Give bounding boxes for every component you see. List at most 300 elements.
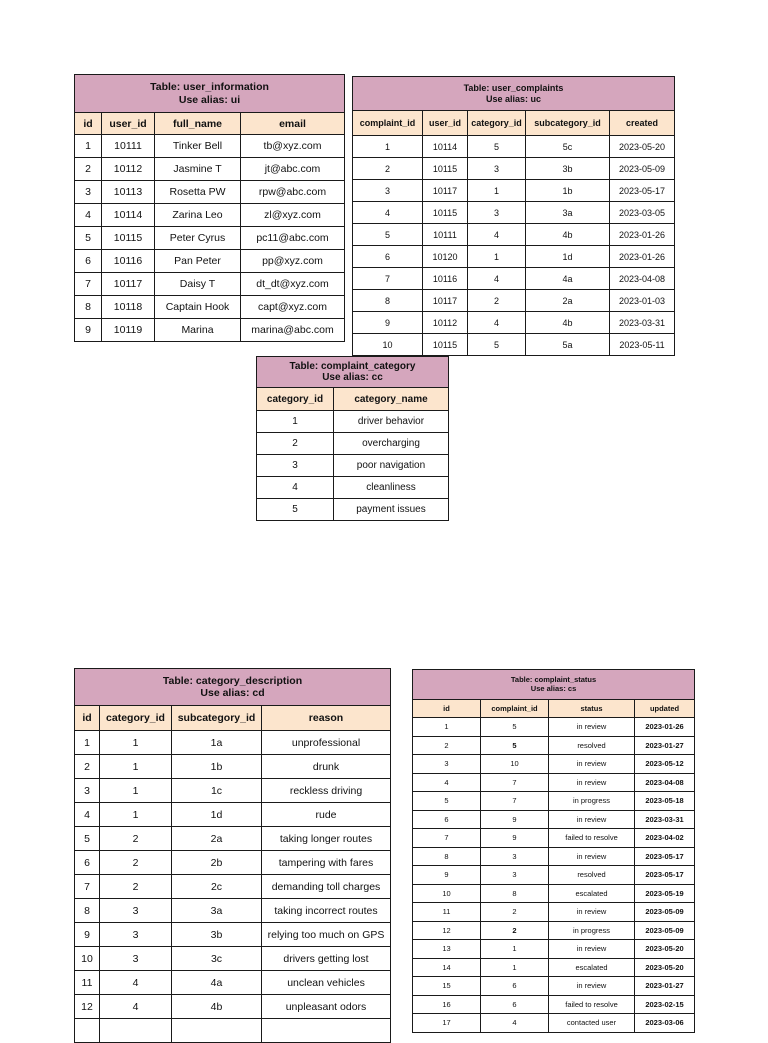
table-cell: rude <box>262 803 391 827</box>
table-row <box>413 903 695 922</box>
table-cell: 10 <box>481 755 549 774</box>
table-row <box>413 884 695 903</box>
table-cell: 1 <box>468 246 526 268</box>
table-cell: 2023-05-09 <box>610 158 675 180</box>
table-cell: 9 <box>75 923 100 947</box>
table-row <box>413 792 695 811</box>
table-cell: in progress <box>549 921 635 940</box>
table-cell: in review <box>549 773 635 792</box>
table-cell: 8 <box>481 884 549 903</box>
table-cell: 3 <box>481 847 549 866</box>
table-cell: 10111 <box>423 224 468 246</box>
table-cell: in progress <box>549 792 635 811</box>
table-cell: in review <box>549 847 635 866</box>
table-cell: 7 <box>353 268 423 290</box>
table-cell: 2023-05-19 <box>635 884 695 903</box>
table-row <box>75 827 391 851</box>
table-row <box>353 268 675 290</box>
table-cell: 2023-02-15 <box>635 995 695 1014</box>
table-row <box>75 158 345 181</box>
user-information-table <box>74 74 345 342</box>
table-cell <box>262 1019 391 1043</box>
table-cell: 4 <box>75 803 100 827</box>
table-cell: 4 <box>75 204 102 227</box>
table-cell: 10115 <box>423 334 468 356</box>
table-cell: marina@abc.com <box>241 319 345 342</box>
table-cell: 7 <box>413 829 481 848</box>
table-cell: Daisy T <box>155 273 241 296</box>
table-cell: 2a <box>172 827 262 851</box>
table-cell: 2a <box>526 290 610 312</box>
column-header: complaint_id <box>353 111 423 136</box>
table-cell: 2023-01-03 <box>610 290 675 312</box>
user-complaints-table <box>352 76 675 356</box>
table-row <box>257 477 449 499</box>
table-row <box>413 718 695 737</box>
column-header: complaint_id <box>481 700 549 718</box>
table-cell: 5 <box>468 334 526 356</box>
table-alias: Use alias: ui <box>178 93 241 106</box>
table-row <box>75 731 391 755</box>
table-cell: escalated <box>549 958 635 977</box>
table-row <box>75 971 391 995</box>
column-header: id <box>75 113 102 135</box>
table-row <box>75 227 345 250</box>
table-cell: 2023-01-27 <box>635 977 695 996</box>
table-cell: 10117 <box>423 290 468 312</box>
table-cell: failed to resolve <box>549 995 635 1014</box>
table-cell: taking longer routes <box>262 827 391 851</box>
table-cell: 2023-05-20 <box>635 958 695 977</box>
table-cell: 4 <box>481 1014 549 1033</box>
table-row <box>413 866 695 885</box>
table-cell: 2023-05-09 <box>635 903 695 922</box>
table-cell: 1 <box>100 803 172 827</box>
table-title-cell <box>413 670 695 700</box>
table-cell: 5 <box>75 827 100 851</box>
table-cell: 3b <box>172 923 262 947</box>
table-cell: 10115 <box>423 202 468 224</box>
table-cell: 5 <box>353 224 423 246</box>
table-cell: 6 <box>481 977 549 996</box>
column-header: subcategory_id <box>172 706 262 731</box>
table-cell: relying too much on GPS <box>262 923 391 947</box>
table-cell: tb@xyz.com <box>241 135 345 158</box>
table-row <box>353 180 675 202</box>
table-row <box>75 319 345 342</box>
table-cell: 7 <box>75 273 102 296</box>
table-body <box>353 136 675 356</box>
table-cell: 2023-03-05 <box>610 202 675 224</box>
table-cell: 17 <box>413 1014 481 1033</box>
table-cell: 2023-04-08 <box>610 268 675 290</box>
table-cell: 10114 <box>423 136 468 158</box>
table-cell: 10112 <box>423 312 468 334</box>
table-row <box>353 202 675 224</box>
table-cell: in review <box>549 977 635 996</box>
table-row <box>75 899 391 923</box>
table-cell: 2023-05-17 <box>610 180 675 202</box>
table-cell: 4 <box>468 312 526 334</box>
table-cell: drivers getting lost <box>262 947 391 971</box>
table-cell: rpw@abc.com <box>241 181 345 204</box>
table-cell: 10 <box>353 334 423 356</box>
table-row <box>353 158 675 180</box>
table-cell: 10115 <box>102 227 155 250</box>
table-title: Table: complaint_status <box>510 674 597 684</box>
table-cell: 3a <box>172 899 262 923</box>
table-cell: 12 <box>75 995 100 1019</box>
table-cell: 2023-05-09 <box>635 921 695 940</box>
table-cell: 1a <box>172 731 262 755</box>
table-cell: 15 <box>413 977 481 996</box>
table-cell: jt@abc.com <box>241 158 345 181</box>
table-cell: 2023-01-26 <box>610 224 675 246</box>
table-cell: 2023-05-20 <box>635 940 695 959</box>
table-alias: Use alias: cc <box>322 372 383 383</box>
table-cell: 1b <box>172 755 262 779</box>
table-cell: 3 <box>413 755 481 774</box>
table-row <box>413 995 695 1014</box>
table-body <box>413 718 695 1033</box>
table-cell: 6 <box>75 250 102 273</box>
table-title-cell <box>353 77 675 111</box>
table-cell: 1 <box>481 940 549 959</box>
table-row <box>75 296 345 319</box>
table-cell: 2b <box>172 851 262 875</box>
table-cell: 10116 <box>423 268 468 290</box>
header-row <box>75 706 391 731</box>
table-cell: 4 <box>468 224 526 246</box>
table-cell: 2 <box>75 158 102 181</box>
table-cell <box>172 1019 262 1043</box>
table-row <box>75 947 391 971</box>
table-cell: 11 <box>75 971 100 995</box>
table-row <box>257 433 449 455</box>
table-cell: 3 <box>481 866 549 885</box>
table-cell: 4 <box>468 268 526 290</box>
table-title: Table: category_description <box>162 674 303 687</box>
table-alias: Use alias: cd <box>200 687 265 699</box>
column-header: email <box>241 113 345 135</box>
table-cell: 10116 <box>102 250 155 273</box>
table-row <box>75 181 345 204</box>
table-cell: 9 <box>481 810 549 829</box>
table-cell: 10111 <box>102 135 155 158</box>
table-title-cell <box>257 357 449 388</box>
table-cell: unpleasant odors <box>262 995 391 1019</box>
complaint-category-table <box>256 356 449 521</box>
table-cell: 2023-05-17 <box>635 866 695 885</box>
table-cell: demanding toll charges <box>262 875 391 899</box>
table-row <box>413 773 695 792</box>
table-cell: 2023-04-02 <box>635 829 695 848</box>
table-cell: 6 <box>353 246 423 268</box>
table-cell: 1 <box>353 136 423 158</box>
column-header: category_id <box>468 111 526 136</box>
table-cell: 2023-03-31 <box>610 312 675 334</box>
table-cell: 8 <box>353 290 423 312</box>
table-title-cell <box>75 669 391 706</box>
table-cell: 12 <box>413 921 481 940</box>
table-cell: 4a <box>172 971 262 995</box>
table-cell: contacted user <box>549 1014 635 1033</box>
table-cell: reckless driving <box>262 779 391 803</box>
table-cell: zl@xyz.com <box>241 204 345 227</box>
table-cell: 4 <box>100 995 172 1019</box>
table-cell: 2023-03-06 <box>635 1014 695 1033</box>
table-cell: 6 <box>75 851 100 875</box>
table-cell: 5 <box>468 136 526 158</box>
table-cell: unprofessional <box>262 731 391 755</box>
table-cell: 16 <box>413 995 481 1014</box>
column-header: id <box>75 706 100 731</box>
table-cell: dt_dt@xyz.com <box>241 273 345 296</box>
table-row <box>413 940 695 959</box>
table-cell: 1 <box>100 779 172 803</box>
table-cell: 10120 <box>423 246 468 268</box>
table-cell: 2023-01-27 <box>635 736 695 755</box>
table-cell: 1 <box>468 180 526 202</box>
table-cell: 2023-05-12 <box>635 755 695 774</box>
table-cell: 2023-04-08 <box>635 773 695 792</box>
column-header: id <box>413 700 481 718</box>
table-cell: tampering with fares <box>262 851 391 875</box>
column-header: updated <box>635 700 695 718</box>
table-cell: 11 <box>413 903 481 922</box>
column-header: user_id <box>102 113 155 135</box>
table-cell: 2 <box>413 736 481 755</box>
table-cell: 2023-05-17 <box>635 847 695 866</box>
complaint-status-table <box>412 669 695 1033</box>
table-cell: 3 <box>100 899 172 923</box>
table-cell: 10119 <box>102 319 155 342</box>
table-cell: 1 <box>75 731 100 755</box>
table-cell: 10117 <box>102 273 155 296</box>
table-cell: 6 <box>413 810 481 829</box>
table-row <box>413 755 695 774</box>
table-cell: 3 <box>353 180 423 202</box>
table-row <box>75 995 391 1019</box>
column-header: category_name <box>334 388 449 411</box>
table-cell: 7 <box>75 875 100 899</box>
table-cell: 2 <box>353 158 423 180</box>
table-body <box>75 135 345 342</box>
table-cell: 2 <box>100 827 172 851</box>
table-cell: taking incorrect routes <box>262 899 391 923</box>
table-row <box>75 250 345 273</box>
table-row <box>257 455 449 477</box>
table-cell: 14 <box>413 958 481 977</box>
table-cell: 2023-01-26 <box>635 718 695 737</box>
table-body <box>257 411 449 521</box>
table-cell: Captain Hook <box>155 296 241 319</box>
table-cell: in review <box>549 940 635 959</box>
table-cell: 3 <box>468 158 526 180</box>
header-row <box>75 113 345 135</box>
table-cell: 5 <box>481 736 549 755</box>
table-cell: 10 <box>413 884 481 903</box>
table-title-cell <box>75 75 345 113</box>
table-cell: 4 <box>353 202 423 224</box>
table-cell: 3 <box>75 181 102 204</box>
table-row <box>75 779 391 803</box>
table-row <box>353 136 675 158</box>
column-header: created <box>610 111 675 136</box>
category-description-table <box>74 668 391 1043</box>
table-cell: 1 <box>100 755 172 779</box>
table-cell: drunk <box>262 755 391 779</box>
table-row <box>75 1019 391 1043</box>
table-row <box>75 135 345 158</box>
table-cell: 9 <box>75 319 102 342</box>
table-cell: 4b <box>526 224 610 246</box>
table-cell: 2023-01-26 <box>610 246 675 268</box>
table-cell: 4b <box>526 312 610 334</box>
table-cell: 7 <box>481 792 549 811</box>
column-header: full_name <box>155 113 241 135</box>
table-cell: in review <box>549 903 635 922</box>
column-header: category_id <box>257 388 334 411</box>
table-cell: 2 <box>481 903 549 922</box>
table-cell: 2023-05-20 <box>610 136 675 158</box>
table-cell: 2 <box>257 433 334 455</box>
table-cell: overcharging <box>334 433 449 455</box>
table-cell: 8 <box>75 296 102 319</box>
table-cell: in review <box>549 810 635 829</box>
table-cell: 3b <box>526 158 610 180</box>
table-row <box>353 224 675 246</box>
table-cell: cleanliness <box>334 477 449 499</box>
table-row <box>75 755 391 779</box>
column-header: reason <box>262 706 391 731</box>
table-row <box>413 958 695 977</box>
table-cell: Rosetta PW <box>155 181 241 204</box>
table-cell: 2 <box>100 851 172 875</box>
table-row <box>257 499 449 521</box>
table-cell: 5 <box>481 718 549 737</box>
table-cell: 10 <box>75 947 100 971</box>
table-cell: 3a <box>526 202 610 224</box>
table-cell: 2c <box>172 875 262 899</box>
table-row <box>353 334 675 356</box>
table-cell: in review <box>549 755 635 774</box>
table-cell: 1d <box>526 246 610 268</box>
table-title: Table: complaint_category <box>289 360 416 372</box>
table-cell: 2023-05-11 <box>610 334 675 356</box>
table-cell: 4a <box>526 268 610 290</box>
table-cell: 4 <box>100 971 172 995</box>
table-cell: capt@xyz.com <box>241 296 345 319</box>
table-cell: Peter Cyrus <box>155 227 241 250</box>
table-cell: pp@xyz.com <box>241 250 345 273</box>
table-cell: 3 <box>468 202 526 224</box>
table-cell: 10115 <box>423 158 468 180</box>
table-cell: driver behavior <box>334 411 449 433</box>
table-cell: 4 <box>413 773 481 792</box>
header-row <box>353 111 675 136</box>
table-cell: 2023-05-18 <box>635 792 695 811</box>
table-cell: 10118 <box>102 296 155 319</box>
table-row <box>75 923 391 947</box>
table-cell: 9 <box>353 312 423 334</box>
table-cell: Marina <box>155 319 241 342</box>
table-cell: 1 <box>413 718 481 737</box>
table-cell: 1b <box>526 180 610 202</box>
table-cell: 2023-03-31 <box>635 810 695 829</box>
table-cell: unclean vehicles <box>262 971 391 995</box>
table-title: Table: user_complaints <box>463 83 564 94</box>
table-cell: 1 <box>100 731 172 755</box>
table-row <box>257 411 449 433</box>
table-body <box>75 731 391 1043</box>
table-cell: 7 <box>481 773 549 792</box>
table-row <box>75 204 345 227</box>
table-cell: Zarina Leo <box>155 204 241 227</box>
table-cell: 3 <box>100 923 172 947</box>
column-header: category_id <box>100 706 172 731</box>
table-row <box>75 875 391 899</box>
table-row <box>353 290 675 312</box>
table-row <box>413 847 695 866</box>
table-cell: payment issues <box>334 499 449 521</box>
table-cell: 3c <box>172 947 262 971</box>
table-cell: Jasmine T <box>155 158 241 181</box>
table-cell: resolved <box>549 736 635 755</box>
table-cell: 1 <box>481 958 549 977</box>
table-cell: 6 <box>481 995 549 1014</box>
table-cell: poor navigation <box>334 455 449 477</box>
table-cell: 3 <box>75 779 100 803</box>
table-cell: 13 <box>413 940 481 959</box>
table-alias: Use alias: uc <box>485 93 542 104</box>
table-row <box>413 1014 695 1033</box>
table-cell: 10117 <box>423 180 468 202</box>
table-cell: resolved <box>549 866 635 885</box>
table-row <box>353 246 675 268</box>
table-cell: 3 <box>257 455 334 477</box>
table-cell: 2 <box>75 755 100 779</box>
table-cell: 4 <box>257 477 334 499</box>
table-row <box>413 736 695 755</box>
table-cell: failed to resolve <box>549 829 635 848</box>
table-cell: 9 <box>413 866 481 885</box>
table-cell: 3 <box>100 947 172 971</box>
table-cell: Pan Peter <box>155 250 241 273</box>
table-cell <box>75 1019 100 1043</box>
header-row <box>413 700 695 718</box>
table-row <box>413 810 695 829</box>
table-cell: 1 <box>75 135 102 158</box>
table-cell: 5 <box>75 227 102 250</box>
table-cell: pc11@abc.com <box>241 227 345 250</box>
table-cell: 10112 <box>102 158 155 181</box>
table-row <box>75 851 391 875</box>
table-cell: 1d <box>172 803 262 827</box>
column-header: user_id <box>423 111 468 136</box>
table-row <box>75 803 391 827</box>
table-cell: 1c <box>172 779 262 803</box>
table-cell: 10114 <box>102 204 155 227</box>
table-cell: 8 <box>75 899 100 923</box>
table-cell: 1 <box>257 411 334 433</box>
table-row <box>353 312 675 334</box>
table-cell: escalated <box>549 884 635 903</box>
table-alias: Use alias: cs <box>530 683 577 693</box>
table-row <box>413 829 695 848</box>
table-title: Table: user_information <box>150 81 269 94</box>
column-header: status <box>549 700 635 718</box>
